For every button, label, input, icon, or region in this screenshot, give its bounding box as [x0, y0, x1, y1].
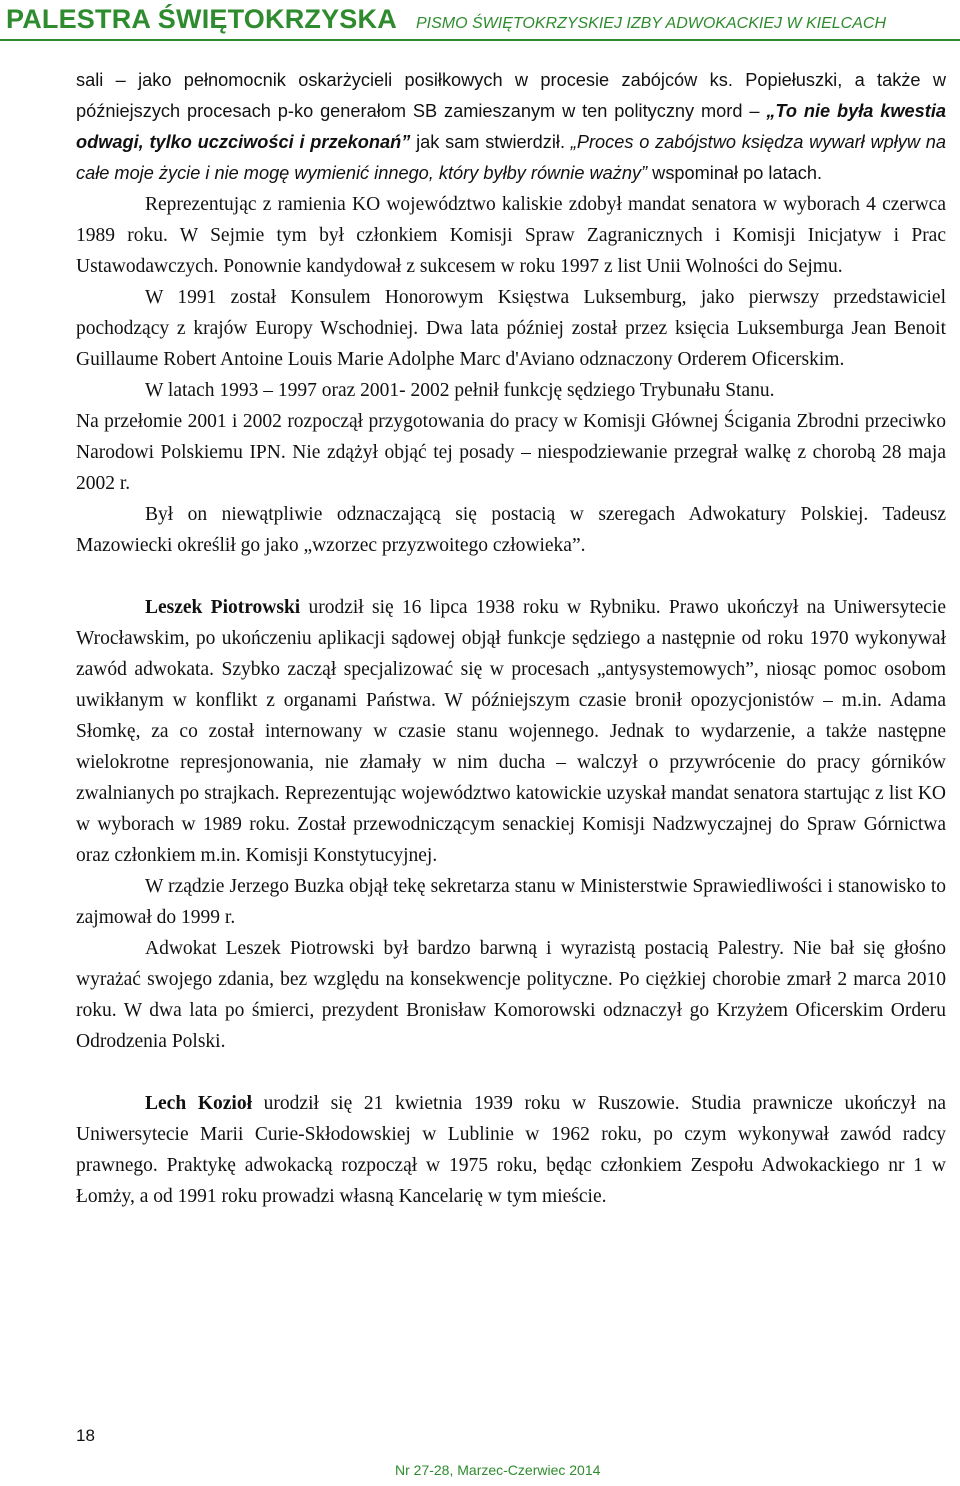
page-header: [0, 0, 960, 40]
quote-italic: „Proces o zabójstwo księdza wywarł wpływ na całe moje życie i nie mogę wymienić innego, który byłby równie ważny”: [76, 132, 946, 183]
page-number: 18: [76, 1426, 95, 1445]
paragraph-koziol-text: urodził się 21 kwietnia 1939 roku w Ruszowie. Studia prawnicze ukończył na Uniwersytecie Marii Curie-Skłodowskiej w Lublinie w 1962 roku, po czym wykonywał zawód radcy prawnego. Praktykę adwokacką rozpoczął w 1975 roku, będąc członkiem Zespołu Adwokackiego nr 1 w Łomży, a od 1991 roku prowadzi własną Kancelarię w tym mieście.: [76, 1093, 946, 1207]
paragraph-6: Był on niewątpliwie odznaczającą się postacią w szeregach Adwokatury Polskiej. Tadeusz Mazowiecki określił go jako „wzorzec przyzwoitego człowieka”.: [76, 504, 946, 556]
paragraph-2: Reprezentując z ramienia KO województwo kaliskie zdobył mandat senatora w wyborach 4 czerwca 1989 roku. W Sejmie tym był członkiem Komisji Spraw Zagranicznych i Komisji Inicjatyw i Prac Ustawodawczych. Ponownie kandydował z sukcesem w roku 1997 z list Unii Wolności do Sejmu.: [76, 194, 946, 277]
paragraph-8: W rządzie Jerzego Buzka objął tekę sekretarza stanu w Ministerstwie Sprawiedliwości i stanowisko to zajmował do 1999 r.: [76, 876, 946, 928]
article-body: [76, 65, 946, 1212]
paragraph-piotrowski-text: urodził się 16 lipca 1938 roku w Rybniku. Prawo ukończył na Uniwersytecie Wrocławskim, po ukończeniu aplikacji sądowej objął funkcje sędziego a następnie od roku 1970 wykonywał zawód adwokata. Szybko zaczął specjalizować się w procesach „antysystemowych”, niosąc pomoc osobom uwikłanym w konflikt z organami Państwa. W późniejszym czasie bronił opozycjonistów – m.in. Adama Słomkę, za co został internowany w czasie stanu wojennego. Jednak to wydarzenie, a także następne wielokrotne represjonowania, nie złamały w nim ducha – walczył o przywrócenie do pracy górników zwalnianych po strajkach. Reprezentując województwo katowickie uzyskał mandat senatora startując z list KO w wyborach w 1989 roku. Został przewodniczącym senackiej Komisji Nadzwyczajnej do Spraw Górnictwa oraz członkiem m.in. Komisji Konstytucyjnej.: [76, 597, 947, 866]
person-name: Leszek Piotrowski: [145, 597, 301, 618]
paragraph-3: W 1991 został Konsulem Honorowym Księstwa Luksemburg, jako pierwszy przedstawiciel pochodzący z krajów Europy Wschodniej. Dwa lata później został przez księcia Luksemburga Jean Benoit Guillaume Robert Antoine Louis Marie Adolphe Marc d'Aviano odznaczony Orderem Oficerskim.: [76, 287, 946, 370]
paragraph-9: Adwokat Leszek Piotrowski był bardzo barwną i wyrazistą postacią Palestry. Nie bał się głośno wyrażać swojego zdania, bez względu na konsekwencje polityczne. Po ciężkiej chorobie zmarł 2 marca 2010 roku. W dwa lata po śmierci, prezydent Bronisław Komorowski odznaczył go Krzyżem Oficerskim Orderu Odrodzenia Polski.: [76, 938, 946, 1052]
journal-subtitle: PISMO ŚWIĘTOKRZYSKIEJ IZBY ADWOKACKIEJ W KIELCACH: [416, 15, 887, 32]
paragraph-5: Na przełomie 2001 i 2002 rozpoczął przygotowania do pracy w Komisji Głównej Ścigania Zbrodni przeciwko Narodowi Polskiemu IPN. Nie zdążył objąć tej posady – niespodziewanie przegrał walkę z chorobą 28 maja 2002 r.: [76, 411, 946, 494]
paragraph-piotrowski: [76, 592, 946, 871]
paragraph-1-text-c: jak sam stwierdził.: [410, 132, 571, 152]
quote-bold-italic: „To nie była kwestia odwagi, tylko uczciwości i przekonań”: [76, 101, 946, 152]
paragraph-1-text-e: wspominał po latach.: [647, 163, 823, 183]
section-gap: [76, 561, 946, 592]
person-name: Lech Kozioł: [145, 1093, 252, 1114]
paragraph-1-text-a: sali – jako pełnomocnik oskarżycieli posiłkowych w procesie zabójców ks. Popiełuszki, a także w późniejszych procesach p-ko generałom SB zamieszanym w ten polityczny mord –: [76, 70, 946, 121]
journal-title: PALESTRA ŚWIĘTOKRZYSKA: [6, 4, 397, 34]
header-rule: [0, 39, 960, 41]
paragraph-1: [76, 65, 946, 189]
section-gap: [76, 1057, 946, 1088]
paragraph-koziol: [76, 1088, 946, 1212]
paragraph-4: W latach 1993 – 1997 oraz 2001- 2002 pełnił funkcję sędziego Trybunału Stanu.: [145, 380, 775, 401]
issue-label: Nr 27-28, Marzec-Czerwiec 2014: [395, 1462, 601, 1478]
